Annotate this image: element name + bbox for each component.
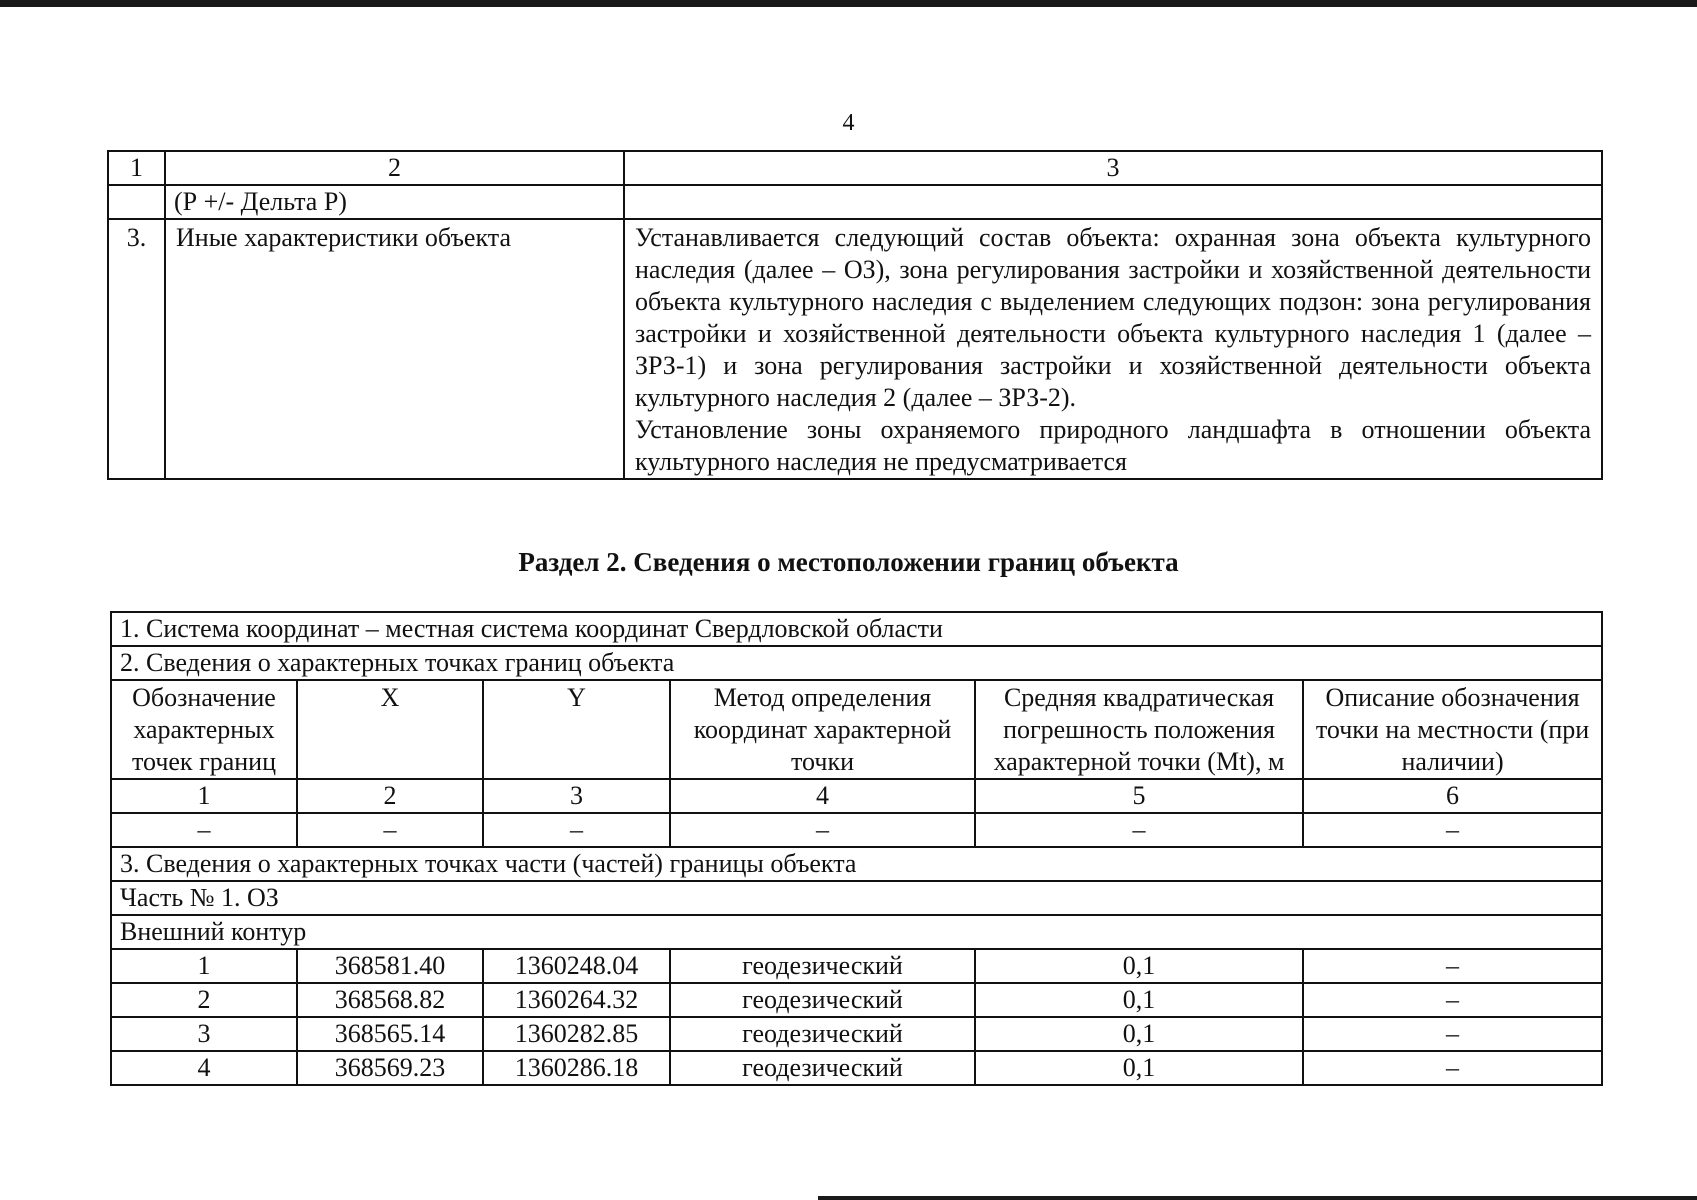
dash-row xyxy=(111,813,1602,847)
table-header-row xyxy=(111,680,1602,779)
point-row xyxy=(111,1017,1602,1051)
continuation-cell: (Р +/- Дельта Р) xyxy=(165,185,624,219)
header-cell: 1 xyxy=(108,151,165,185)
part-title-row: Часть № 1. ОЗ xyxy=(111,881,1602,915)
coordinates-table xyxy=(110,611,1603,1086)
point-method: геодезический xyxy=(670,983,975,1017)
dash-cell: – xyxy=(297,813,483,847)
column-number: 1 xyxy=(111,779,297,813)
point-mt: 0,1 xyxy=(975,1051,1303,1085)
header-cell: Y xyxy=(483,680,670,779)
row-description xyxy=(624,219,1602,479)
table-row xyxy=(111,847,1602,881)
table-row xyxy=(111,881,1602,915)
point-method: геодезический xyxy=(670,1051,975,1085)
column-number: 2 xyxy=(297,779,483,813)
header-cell: Метод определения координат характерной точки xyxy=(670,680,975,779)
point-x: 368581.40 xyxy=(297,949,483,983)
column-number: 6 xyxy=(1303,779,1602,813)
point-y: 1360282.85 xyxy=(483,1017,670,1051)
point-x: 368565.14 xyxy=(297,1017,483,1051)
column-number: 5 xyxy=(975,779,1303,813)
table-header-row xyxy=(108,151,1602,185)
scan-top-edge xyxy=(0,0,1697,7)
header-cell: 3 xyxy=(624,151,1602,185)
dash-cell: – xyxy=(111,813,297,847)
point-x: 368569.23 xyxy=(297,1051,483,1085)
characteristics-table xyxy=(107,150,1603,480)
empty-cell xyxy=(624,185,1602,219)
point-method: геодезический xyxy=(670,1017,975,1051)
dash-cell: – xyxy=(975,813,1303,847)
point-mt: 0,1 xyxy=(975,949,1303,983)
page-number: 4 xyxy=(842,110,855,136)
boundary-points-row: 2. Сведения о характерных точках границ объекта xyxy=(111,646,1602,680)
point-row xyxy=(111,949,1602,983)
point-mt: 0,1 xyxy=(975,1017,1303,1051)
point-desc: – xyxy=(1303,983,1602,1017)
dash-cell: – xyxy=(670,813,975,847)
column-number-row xyxy=(111,779,1602,813)
point-y: 1360248.04 xyxy=(483,949,670,983)
point-x: 368568.82 xyxy=(297,983,483,1017)
column-number: 3 xyxy=(483,779,670,813)
header-cell: 2 xyxy=(165,151,624,185)
point-number: 2 xyxy=(111,983,297,1017)
table-row xyxy=(108,219,1602,479)
table-row xyxy=(111,915,1602,949)
point-row xyxy=(111,983,1602,1017)
table-row xyxy=(111,646,1602,680)
header-cell: Обозначение характерных точек границ xyxy=(111,680,297,779)
point-number: 4 xyxy=(111,1051,297,1085)
point-desc: – xyxy=(1303,1051,1602,1085)
row-label: Иные характеристики объекта xyxy=(165,219,624,479)
point-row xyxy=(111,1051,1602,1085)
point-desc: – xyxy=(1303,1017,1602,1051)
empty-cell xyxy=(108,185,165,219)
column-number: 4 xyxy=(670,779,975,813)
contour-row: Внешний контур xyxy=(111,915,1602,949)
point-number: 1 xyxy=(111,949,297,983)
description-paragraph: Устанавливается следующий состав объекта: охранная зона объекта культурного наследия (далее – ОЗ), зона регулирования застройки и хозяйственной деятельности объекта культурного наследия с выделением следующих подзон: зона регулирования застройки и хозяйственной деятельности объекта культурного наследия 1 (далее – ЗРЗ-1) и зона регулирования застройки и хозяйственной деятельности объекта культурного наследия 2 (далее – ЗРЗ-2). xyxy=(635,223,1591,412)
point-number: 3 xyxy=(111,1017,297,1051)
section-title: Раздел 2. Сведения о местоположении границ объекта xyxy=(518,547,1179,577)
description-paragraph: Установление зоны охраняемого природного ландшафта в отношении объекта культурного наследия не предусматривается xyxy=(635,415,1591,476)
coordinate-system-row: 1. Система координат – местная система координат Свердловской области xyxy=(111,612,1602,646)
header-cell: Средняя квадратическая погрешность положения характерной точки (Mt), м xyxy=(975,680,1303,779)
dash-cell: – xyxy=(483,813,670,847)
scan-bottom-edge xyxy=(818,1196,1697,1200)
header-cell: Описание обозначения точки на местности (при наличии) xyxy=(1303,680,1602,779)
table-row xyxy=(108,185,1602,219)
dash-cell: – xyxy=(1303,813,1602,847)
point-method: геодезический xyxy=(670,949,975,983)
table-row xyxy=(111,612,1602,646)
point-y: 1360286.18 xyxy=(483,1051,670,1085)
header-cell: X xyxy=(297,680,483,779)
part-points-row: 3. Сведения о характерных точках части (частей) границы объекта xyxy=(111,847,1602,881)
point-mt: 0,1 xyxy=(975,983,1303,1017)
row-number: 3. xyxy=(108,219,165,479)
point-desc: – xyxy=(1303,949,1602,983)
point-y: 1360264.32 xyxy=(483,983,670,1017)
